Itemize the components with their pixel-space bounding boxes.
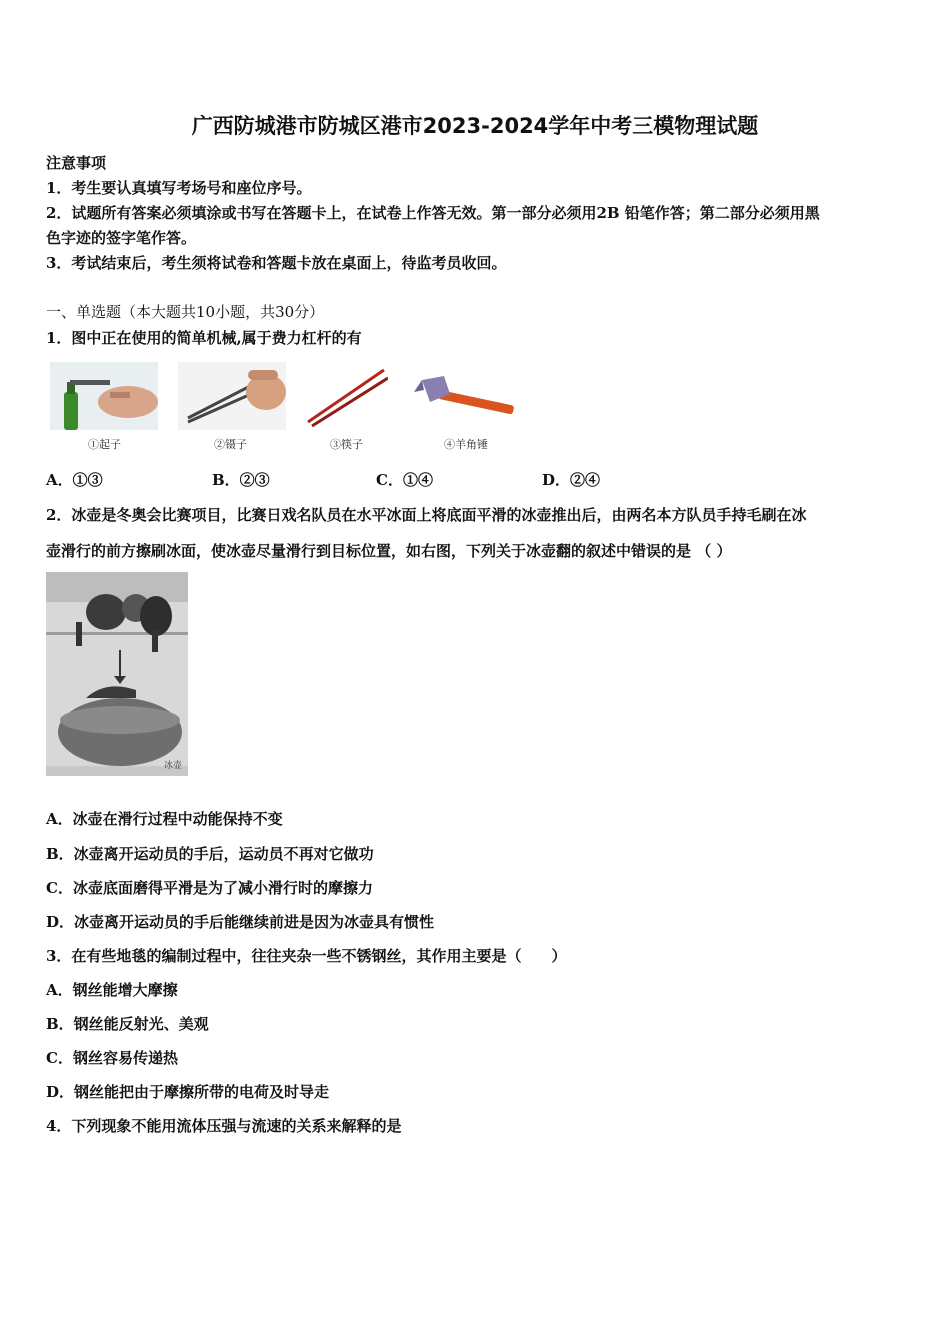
curling-photo [46,572,188,776]
q2-option-a: A．冰壶在滑行过程中动能保持不变 [46,810,283,828]
notice-item-3: 3．考试结束后，考生须将试卷和答题卡放在桌面上，待监考员收回。 [46,254,507,272]
q1-option-c: C．①④ [376,471,433,489]
q2-option-c: C．冰壶底面磨得平滑是为了减小滑行时的摩擦力 [46,879,373,897]
caption-chopsticks: ③筷子 [330,438,363,451]
notice-item-2-line-1: 2．试题所有答案必须填涂或书写在答题卡上，在试卷上作答无效。第一部分必须用2B 铅笔作答；第二部分必须用黑 [46,204,820,222]
q3-option-d: D．钢丝能把由于摩擦所带的电荷及时导走 [46,1083,330,1101]
question-3-stem: 3．在有些地毯的编制过程中，往往夹杂一些不锈钢丝，其作用主要是（ ） [46,947,567,965]
chopsticks-image [304,364,388,428]
q3-option-b: B．钢丝能反射光、美观 [46,1015,209,1033]
bottle-opener-image [50,362,158,430]
question-1-stem: 1．图中正在使用的简单机械,属于费力杠杆的有 [46,329,362,347]
q1-option-b: B．②③ [212,471,270,489]
question-2-stem-line-1: 2．冰壶是冬奥会比赛项目，比赛日戏名队员在水平冰面上将底面平滑的冰壶推出后，由两名本方队员手持毛刷在冰 [46,506,807,524]
q3-option-c: C．钢丝容易传递热 [46,1049,178,1067]
curling-label: 冰壶 [164,761,183,771]
question-4-stem: 4．下列现象不能用流体压强与流速的关系来解释的是 [46,1117,402,1135]
caption-bottle-opener: ①起子 [88,438,121,451]
tweezers-image [178,362,286,430]
caption-tweezers: ②镊子 [214,438,247,451]
q1-option-a: A．①③ [46,471,103,489]
caption-claw-hammer: ④羊角锤 [444,438,488,451]
page-title: 广西防城港市防城区港市2023-2024学年中考三模物理试题 [191,114,759,138]
q2-option-b: B．冰壶离开运动员的手后，运动员不再对它做功 [46,845,374,863]
claw-hammer-image [410,368,518,430]
q1-option-d: D．②④ [542,471,601,489]
notice-heading: 注意事项 [46,154,107,172]
q2-option-d: D．冰壶离开运动员的手后能继续前进是因为冰壶具有惯性 [46,913,435,931]
notice-item-2-line-2: 色字迹的签字笔作答。 [46,229,197,247]
notice-item-1: 1．考生要认真填写考场号和座位序号。 [46,179,312,197]
q3-option-a: A．钢丝能增大摩擦 [46,981,178,999]
question-2-stem-line-2: 壶滑行的前方擦刷冰面，使冰壶尽量滑行到目标位置，如右图，下列关于冰壶翻的叙述中错误的是 （ ） [46,542,732,560]
section-1-heading: 一、单选题（本大题共10小题，共30分） [46,303,325,321]
